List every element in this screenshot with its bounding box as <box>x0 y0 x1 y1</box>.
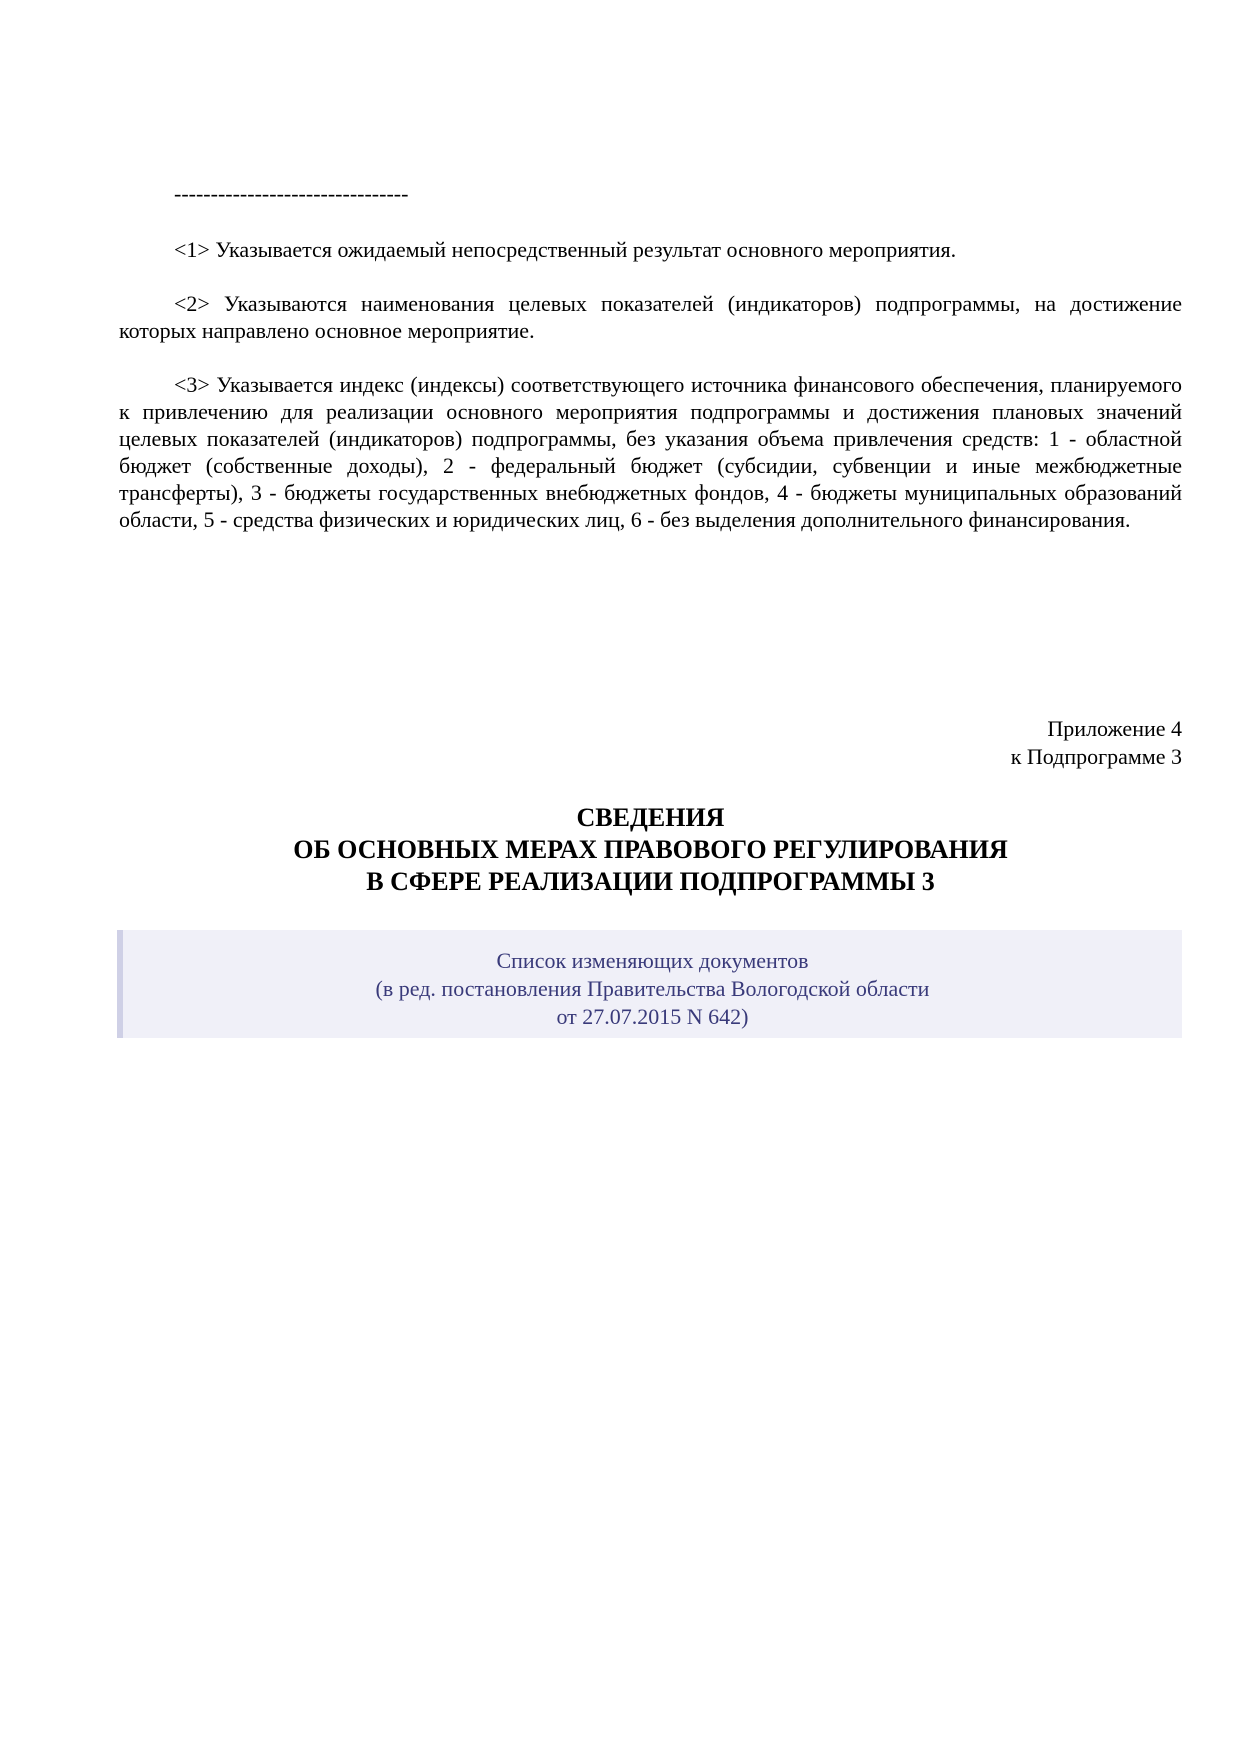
footnote-3: <3> Указывается индекс (индексы) соответствующего источника финансового обеспечения, планируемого к привлечению для реализации основного мероприятия подпрограммы и достижения плановых значений целевых показателей (индикаторов) подпрограммы, без указания объема привлечения средств: 1 - областной бюджет (собственные доходы), 2 - федеральный бюджет (субсидии, субвенции и иные межбюджетные трансферты), 3 - бюджеты государственных внебюджетных фондов, 4 - бюджеты муниципальных образований области, 5 - средства физических и юридических лиц, 6 - без выделения дополнительного финансирования. <box>119 372 1182 532</box>
heading-line-2: ОБ ОСНОВНЫХ МЕРАХ ПРАВОВОГО РЕГУЛИРОВАНИЯ <box>293 835 1008 864</box>
footnote-2: <2> Указываются наименования целевых показателей (индикаторов) подпрограммы, на достижение которых направлено основное мероприятие. <box>119 291 1182 343</box>
footnote-separator: -------------------------------- <box>174 181 409 206</box>
appendix-reference <box>800 715 1182 771</box>
heading-line-3: В СФЕРЕ РЕАЛИЗАЦИИ ПОДПРОГРАММЫ 3 <box>366 867 935 896</box>
amending-documents-box <box>117 930 1182 1038</box>
appendix-line-1: Приложение 4 <box>1047 716 1182 741</box>
document-heading <box>119 802 1182 898</box>
appendix-line-2: к Подпрограмме 3 <box>1010 744 1182 769</box>
amending-documents-line-2: от 27.07.2015 N 642) <box>556 1004 749 1029</box>
heading-line-1: СВЕДЕНИЯ <box>576 803 725 832</box>
footnote-1: <1> Указывается ожидаемый непосредственный результат основного мероприятия. <box>174 237 957 262</box>
amending-documents-title: Список изменяющих документов <box>496 948 809 973</box>
amending-documents-line-1: (в ред. постановления Правительства Вологодской области <box>375 976 930 1001</box>
